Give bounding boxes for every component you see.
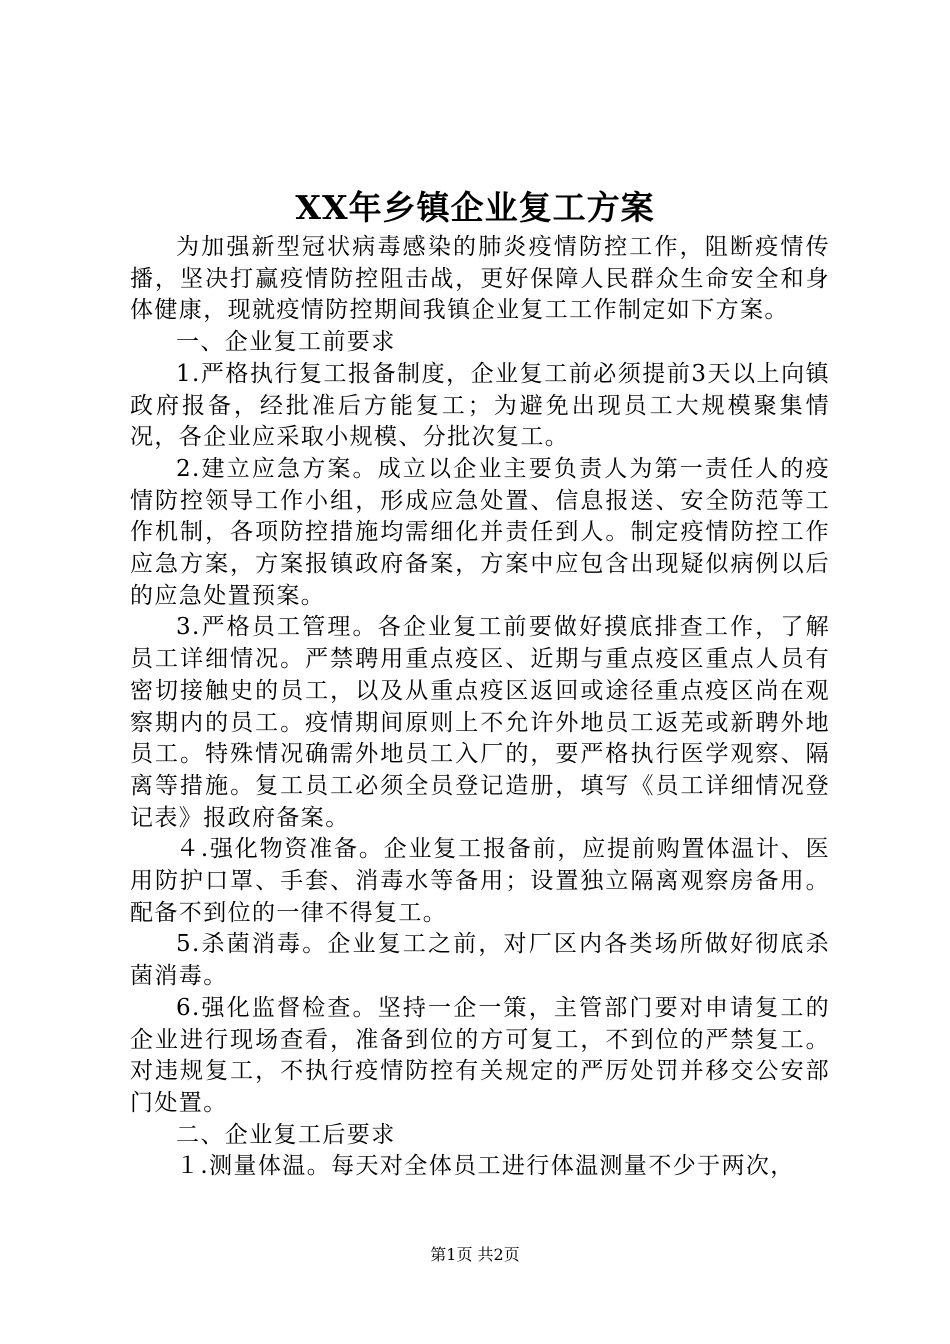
document-body [130,232,830,1183]
paragraph-item-2: 2.建立应急方案。成立以企业主要负责人为第一责任人的疫情防控领导工作小组，形成应急处置、信息报送、安全防范等工作机制，各项防控措施均需细化并责任到人。制定疫情防控工作应急方案，方案报镇政府备案，方案中应包含出现疑似病例以后的应急处置预案。 [130,455,830,609]
paragraph-item-6: 6.强化监督检查。坚持一企一策，主管部门要对申请复工的企业进行现场查看，准备到位的方可复工，不到位的严禁复工。对违规复工，不执行疫情防控有关规定的严厉处罚并移交公安部门处置。 [130,994,830,1116]
paragraph-item-4: ４.强化物资准备。企业复工报备前，应提前购置体温计、医用防护口罩、手套、消毒水等备用；设置独立隔离观察房备用。配备不到位的一律不得复工。 [130,836,830,926]
section-heading-after-resumption: 二、企业复工后要求 [176,1121,396,1148]
section-heading-before-resumption: 一、企业复工前要求 [176,329,396,356]
paragraph-item-3: 3.严格员工管理。各企业复工前要做好摸底排查工作，了解员工详细情况。严禁聘用重点疫区、近期与重点疫区重点人员有密切接触史的员工，以及从重点疫区返回或途径重点疫区尚在观察期内的员工。疫情期间原则上不允许外地员工返芜或新聘外地员工。特殊情况确需外地员工入厂的，要严格执行医学观察、隔离等措施。复工员工必须全员登记造册，填写《员工详细情况登记表》报政府备案。 [130,614,830,831]
paragraph-after-item-1: １.测量体温。每天对全体员工进行体温测量不少于两次， [176,1153,795,1180]
paragraph-item-5: 5.杀菌消毒。企业复工之前，对厂区内各类场所做好彻底杀菌消毒。 [130,931,830,990]
document-title: XX年乡镇企业复工方案 [295,188,655,227]
paragraph-item-1: 1.严格执行复工报备制度，企业复工前必须提前3天以上向镇政府报备，经批准后方能复工；为避免出现员工大规模聚集情况，各企业应采取小规模、分批次复工。 [130,360,830,451]
page-footer: 第1页 共2页 [430,1245,520,1264]
paragraph-intro: 为加强新型冠状病毒感染的肺炎疫情防控工作，阻断疫情传播，坚决打赢疫情防控阻击战，更好保障人民群众生命安全和身体健康，现就疫情防控期间我镇企业复工工作制定如下方案。 [130,234,830,324]
